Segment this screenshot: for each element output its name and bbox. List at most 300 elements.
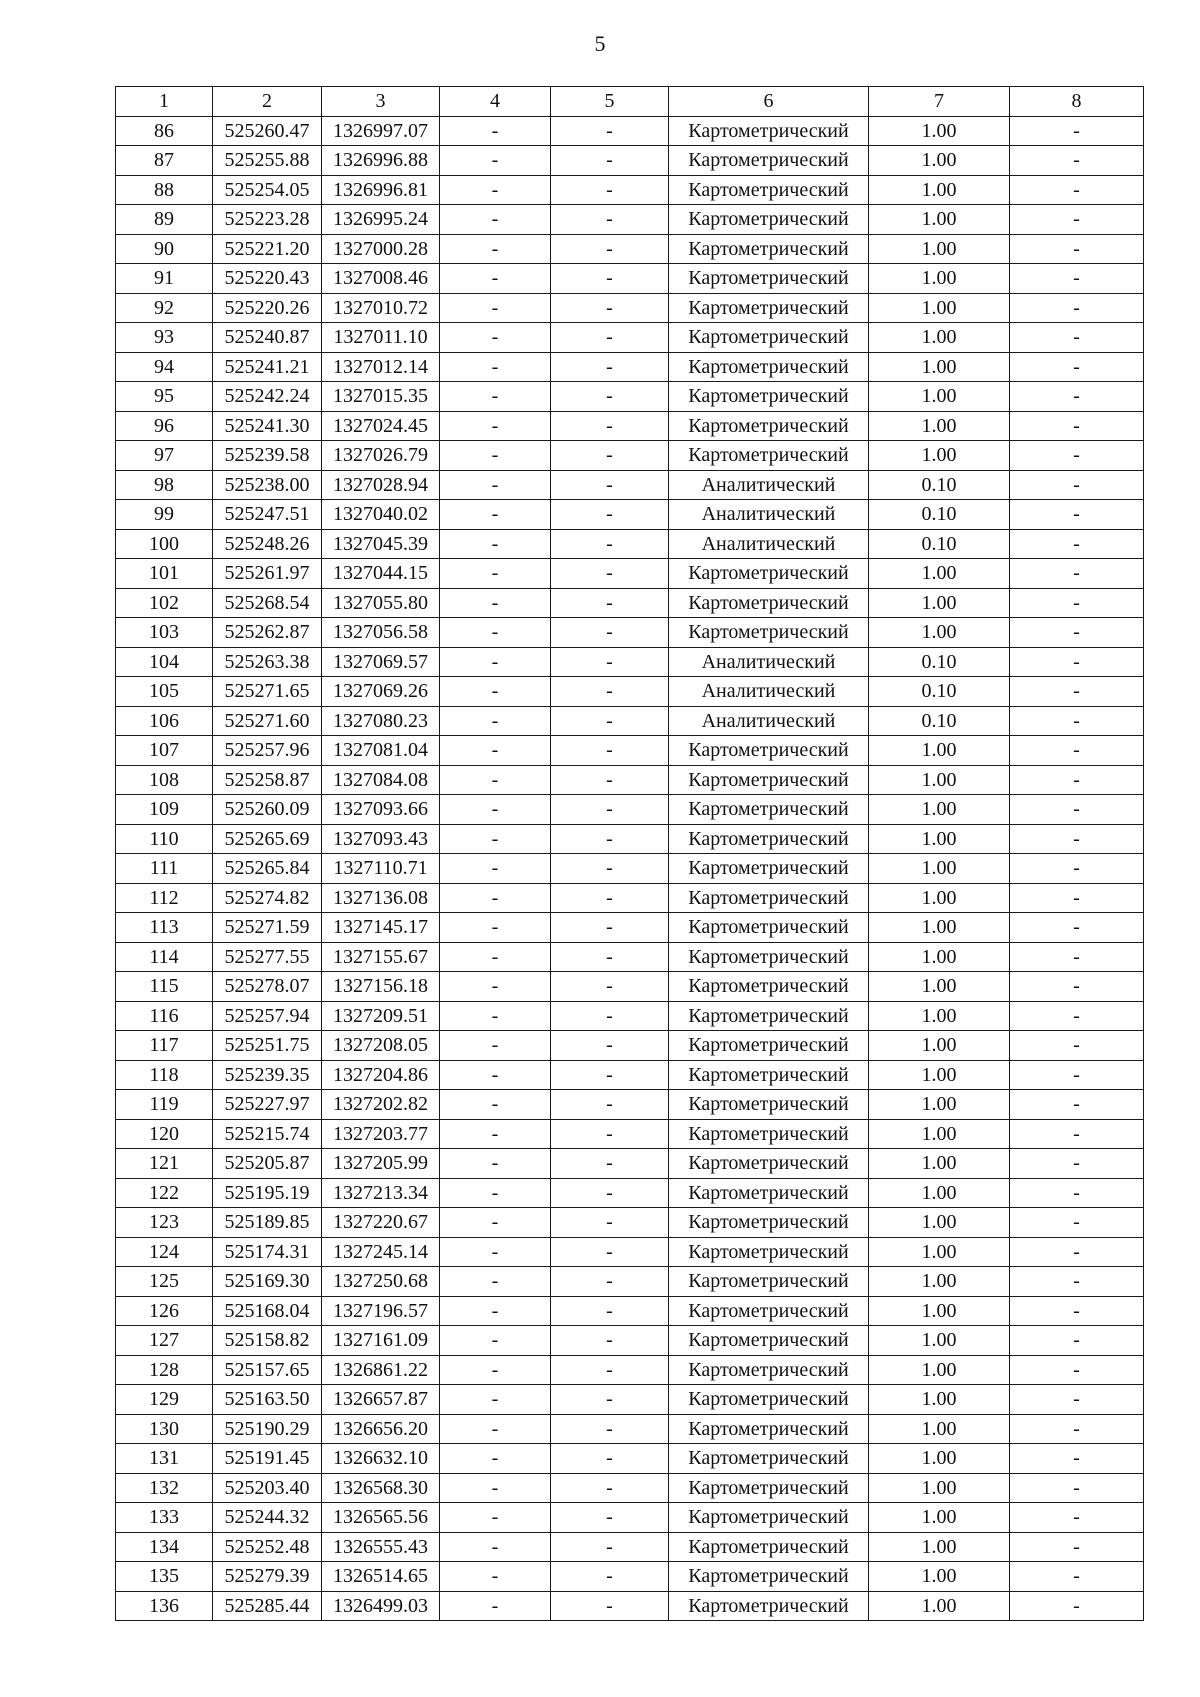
cell-y-coordinate: 1326995.24	[322, 205, 440, 235]
cell-accuracy: 1.00	[869, 1473, 1010, 1503]
cell-col-5: -	[551, 647, 669, 677]
cell-accuracy: 1.00	[869, 1326, 1010, 1356]
cell-method: Картометрический	[669, 1178, 869, 1208]
cell-accuracy: 1.00	[869, 1267, 1010, 1297]
cell-col-8: -	[1010, 765, 1144, 795]
cell-x-coordinate: 525220.43	[213, 264, 322, 294]
cell-accuracy: 1.00	[869, 411, 1010, 441]
cell-accuracy: 1.00	[869, 1149, 1010, 1179]
cell-col-4: -	[440, 1473, 551, 1503]
cell-y-coordinate: 1327093.66	[322, 795, 440, 825]
cell-method: Картометрический	[669, 1267, 869, 1297]
column-header-2: 2	[213, 87, 322, 117]
cell-accuracy: 1.00	[869, 854, 1010, 884]
table-row	[116, 1326, 1144, 1356]
cell-col-8: -	[1010, 1237, 1144, 1267]
cell-x-coordinate: 525262.87	[213, 618, 322, 648]
cell-accuracy: 1.00	[869, 972, 1010, 1002]
cell-method: Картометрический	[669, 1562, 869, 1592]
cell-col-5: -	[551, 1385, 669, 1415]
cell-col-4: -	[440, 736, 551, 766]
cell-method: Картометрический	[669, 618, 869, 648]
cell-x-coordinate: 525263.38	[213, 647, 322, 677]
cell-col-4: -	[440, 205, 551, 235]
cell-method: Картометрический	[669, 1473, 869, 1503]
cell-method: Картометрический	[669, 1001, 869, 1031]
cell-x-coordinate: 525260.47	[213, 116, 322, 146]
table-row	[116, 382, 1144, 412]
table-row	[116, 146, 1144, 176]
cell-col-4: -	[440, 1591, 551, 1621]
cell-col-5: -	[551, 824, 669, 854]
cell-accuracy: 1.00	[869, 913, 1010, 943]
cell-col-8: -	[1010, 205, 1144, 235]
cell-point-number: 105	[116, 677, 213, 707]
cell-col-5: -	[551, 411, 669, 441]
cell-accuracy: 0.10	[869, 706, 1010, 736]
cell-point-number: 86	[116, 116, 213, 146]
table-row	[116, 854, 1144, 884]
cell-point-number: 123	[116, 1208, 213, 1238]
cell-col-4: -	[440, 972, 551, 1002]
cell-col-4: -	[440, 1031, 551, 1061]
cell-accuracy: 1.00	[869, 293, 1010, 323]
cell-method: Картометрический	[669, 1591, 869, 1621]
cell-point-number: 100	[116, 529, 213, 559]
cell-col-5: -	[551, 765, 669, 795]
cell-point-number: 122	[116, 1178, 213, 1208]
cell-x-coordinate: 525260.09	[213, 795, 322, 825]
cell-col-8: -	[1010, 293, 1144, 323]
table-row	[116, 883, 1144, 913]
cell-accuracy: 1.00	[869, 441, 1010, 471]
cell-col-4: -	[440, 1355, 551, 1385]
cell-accuracy: 1.00	[869, 1385, 1010, 1415]
cell-point-number: 120	[116, 1119, 213, 1149]
cell-method: Картометрический	[669, 1060, 869, 1090]
cell-method: Картометрический	[669, 352, 869, 382]
table-row	[116, 1473, 1144, 1503]
cell-x-coordinate: 525158.82	[213, 1326, 322, 1356]
cell-col-5: -	[551, 854, 669, 884]
cell-col-5: -	[551, 234, 669, 264]
cell-y-coordinate: 1326996.81	[322, 175, 440, 205]
cell-method: Картометрический	[669, 1326, 869, 1356]
cell-col-8: -	[1010, 1503, 1144, 1533]
cell-accuracy: 1.00	[869, 618, 1010, 648]
cell-accuracy: 1.00	[869, 352, 1010, 382]
table-row	[116, 1532, 1144, 1562]
cell-x-coordinate: 525227.97	[213, 1090, 322, 1120]
cell-method: Аналитический	[669, 647, 869, 677]
cell-col-4: -	[440, 1267, 551, 1297]
cell-col-8: -	[1010, 883, 1144, 913]
table-row	[116, 1208, 1144, 1238]
cell-col-4: -	[440, 559, 551, 589]
cell-point-number: 132	[116, 1473, 213, 1503]
cell-col-8: -	[1010, 500, 1144, 530]
cell-point-number: 110	[116, 824, 213, 854]
cell-col-5: -	[551, 1473, 669, 1503]
table-row	[116, 234, 1144, 264]
cell-x-coordinate: 525168.04	[213, 1296, 322, 1326]
cell-y-coordinate: 1327010.72	[322, 293, 440, 323]
cell-col-5: -	[551, 913, 669, 943]
cell-y-coordinate: 1327069.26	[322, 677, 440, 707]
cell-col-4: -	[440, 1090, 551, 1120]
cell-col-8: -	[1010, 1119, 1144, 1149]
cell-method: Картометрический	[669, 1149, 869, 1179]
cell-point-number: 117	[116, 1031, 213, 1061]
cell-point-number: 118	[116, 1060, 213, 1090]
cell-col-4: -	[440, 293, 551, 323]
cell-y-coordinate: 1326997.07	[322, 116, 440, 146]
cell-method: Картометрический	[669, 942, 869, 972]
cell-accuracy: 1.00	[869, 1119, 1010, 1149]
cell-col-4: -	[440, 677, 551, 707]
cell-col-5: -	[551, 1591, 669, 1621]
cell-col-4: -	[440, 146, 551, 176]
cell-method: Картометрический	[669, 1355, 869, 1385]
cell-x-coordinate: 525205.87	[213, 1149, 322, 1179]
cell-x-coordinate: 525271.60	[213, 706, 322, 736]
table-row	[116, 470, 1144, 500]
cell-point-number: 136	[116, 1591, 213, 1621]
cell-y-coordinate: 1327026.79	[322, 441, 440, 471]
cell-col-4: -	[440, 1296, 551, 1326]
cell-col-8: -	[1010, 411, 1144, 441]
cell-method: Картометрический	[669, 1532, 869, 1562]
cell-col-4: -	[440, 1119, 551, 1149]
cell-accuracy: 1.00	[869, 883, 1010, 913]
cell-col-5: -	[551, 1326, 669, 1356]
column-header-7: 7	[869, 87, 1010, 117]
cell-point-number: 109	[116, 795, 213, 825]
table-row	[116, 1503, 1144, 1533]
cell-col-8: -	[1010, 795, 1144, 825]
cell-accuracy: 1.00	[869, 736, 1010, 766]
cell-y-coordinate: 1326656.20	[322, 1414, 440, 1444]
cell-col-8: -	[1010, 1591, 1144, 1621]
cell-point-number: 135	[116, 1562, 213, 1592]
cell-y-coordinate: 1327044.15	[322, 559, 440, 589]
table-row	[116, 205, 1144, 235]
cell-col-4: -	[440, 323, 551, 353]
cell-col-8: -	[1010, 854, 1144, 884]
cell-col-5: -	[551, 529, 669, 559]
cell-point-number: 95	[116, 382, 213, 412]
table-row	[116, 1591, 1144, 1621]
cell-col-5: -	[551, 736, 669, 766]
cell-col-8: -	[1010, 736, 1144, 766]
table-row	[116, 677, 1144, 707]
cell-point-number: 102	[116, 588, 213, 618]
table-row	[116, 175, 1144, 205]
cell-point-number: 104	[116, 647, 213, 677]
table-row	[116, 736, 1144, 766]
cell-y-coordinate: 1327008.46	[322, 264, 440, 294]
cell-col-5: -	[551, 1149, 669, 1179]
table-row	[116, 942, 1144, 972]
table-row	[116, 441, 1144, 471]
cell-col-5: -	[551, 588, 669, 618]
cell-col-4: -	[440, 942, 551, 972]
table-row	[116, 323, 1144, 353]
cell-point-number: 91	[116, 264, 213, 294]
cell-col-4: -	[440, 647, 551, 677]
cell-method: Картометрический	[669, 175, 869, 205]
cell-y-coordinate: 1327209.51	[322, 1001, 440, 1031]
cell-accuracy: 1.00	[869, 1296, 1010, 1326]
cell-col-8: -	[1010, 677, 1144, 707]
cell-x-coordinate: 525244.32	[213, 1503, 322, 1533]
cell-point-number: 96	[116, 411, 213, 441]
cell-col-4: -	[440, 441, 551, 471]
cell-col-4: -	[440, 470, 551, 500]
cell-method: Картометрический	[669, 1119, 869, 1149]
cell-col-8: -	[1010, 1473, 1144, 1503]
cell-point-number: 92	[116, 293, 213, 323]
cell-y-coordinate: 1327204.86	[322, 1060, 440, 1090]
cell-col-8: -	[1010, 942, 1144, 972]
table-row	[116, 647, 1144, 677]
cell-point-number: 124	[116, 1237, 213, 1267]
table-row	[116, 1562, 1144, 1592]
cell-x-coordinate: 525285.44	[213, 1591, 322, 1621]
cell-col-8: -	[1010, 175, 1144, 205]
cell-col-5: -	[551, 1178, 669, 1208]
cell-col-4: -	[440, 234, 551, 264]
cell-col-4: -	[440, 765, 551, 795]
cell-y-coordinate: 1326499.03	[322, 1591, 440, 1621]
cell-x-coordinate: 525190.29	[213, 1414, 322, 1444]
cell-col-8: -	[1010, 972, 1144, 1002]
cell-col-5: -	[551, 677, 669, 707]
cell-y-coordinate: 1327056.58	[322, 618, 440, 648]
cell-accuracy: 0.10	[869, 500, 1010, 530]
cell-accuracy: 1.00	[869, 264, 1010, 294]
cell-col-4: -	[440, 175, 551, 205]
cell-col-4: -	[440, 411, 551, 441]
cell-y-coordinate: 1327205.99	[322, 1149, 440, 1179]
table-row	[116, 795, 1144, 825]
column-header-3: 3	[322, 87, 440, 117]
cell-accuracy: 0.10	[869, 647, 1010, 677]
cell-col-5: -	[551, 1237, 669, 1267]
cell-col-8: -	[1010, 588, 1144, 618]
cell-col-8: -	[1010, 618, 1144, 648]
column-header-1: 1	[116, 87, 213, 117]
cell-y-coordinate: 1327208.05	[322, 1031, 440, 1061]
cell-method: Картометрический	[669, 441, 869, 471]
cell-accuracy: 1.00	[869, 1532, 1010, 1562]
cell-point-number: 88	[116, 175, 213, 205]
cell-point-number: 127	[116, 1326, 213, 1356]
cell-y-coordinate: 1327250.68	[322, 1267, 440, 1297]
cell-accuracy: 1.00	[869, 116, 1010, 146]
cell-accuracy: 1.00	[869, 1001, 1010, 1031]
table-row	[116, 352, 1144, 382]
cell-y-coordinate: 1327220.67	[322, 1208, 440, 1238]
cell-x-coordinate: 525265.84	[213, 854, 322, 884]
cell-col-8: -	[1010, 559, 1144, 589]
cell-col-5: -	[551, 205, 669, 235]
cell-y-coordinate: 1327155.67	[322, 942, 440, 972]
cell-y-coordinate: 1327012.14	[322, 352, 440, 382]
cell-col-5: -	[551, 1208, 669, 1238]
cell-accuracy: 1.00	[869, 1208, 1010, 1238]
cell-accuracy: 1.00	[869, 795, 1010, 825]
cell-col-4: -	[440, 1237, 551, 1267]
cell-x-coordinate: 525189.85	[213, 1208, 322, 1238]
cell-col-8: -	[1010, 323, 1144, 353]
cell-y-coordinate: 1327000.28	[322, 234, 440, 264]
cell-col-4: -	[440, 1001, 551, 1031]
cell-y-coordinate: 1327028.94	[322, 470, 440, 500]
cell-method: Аналитический	[669, 706, 869, 736]
cell-col-5: -	[551, 382, 669, 412]
cell-accuracy: 1.00	[869, 765, 1010, 795]
cell-col-8: -	[1010, 1326, 1144, 1356]
cell-col-5: -	[551, 116, 669, 146]
cell-y-coordinate: 1327093.43	[322, 824, 440, 854]
cell-col-4: -	[440, 854, 551, 884]
cell-point-number: 115	[116, 972, 213, 1002]
cell-point-number: 101	[116, 559, 213, 589]
cell-col-8: -	[1010, 706, 1144, 736]
cell-y-coordinate: 1327080.23	[322, 706, 440, 736]
cell-method: Картометрический	[669, 205, 869, 235]
cell-point-number: 129	[116, 1385, 213, 1415]
cell-accuracy: 1.00	[869, 175, 1010, 205]
cell-col-8: -	[1010, 234, 1144, 264]
cell-method: Картометрический	[669, 1237, 869, 1267]
cell-method: Картометрический	[669, 1414, 869, 1444]
cell-x-coordinate: 525252.48	[213, 1532, 322, 1562]
cell-col-4: -	[440, 1208, 551, 1238]
cell-accuracy: 1.00	[869, 1591, 1010, 1621]
cell-col-5: -	[551, 470, 669, 500]
cell-col-4: -	[440, 1326, 551, 1356]
cell-point-number: 111	[116, 854, 213, 884]
cell-col-5: -	[551, 883, 669, 913]
cell-x-coordinate: 525254.05	[213, 175, 322, 205]
cell-x-coordinate: 525240.87	[213, 323, 322, 353]
cell-col-8: -	[1010, 1355, 1144, 1385]
cell-col-8: -	[1010, 1178, 1144, 1208]
cell-method: Картометрический	[669, 1090, 869, 1120]
table-row	[116, 1001, 1144, 1031]
cell-x-coordinate: 525203.40	[213, 1473, 322, 1503]
cell-x-coordinate: 525238.00	[213, 470, 322, 500]
cell-x-coordinate: 525239.58	[213, 441, 322, 471]
cell-point-number: 98	[116, 470, 213, 500]
cell-col-8: -	[1010, 1149, 1144, 1179]
cell-method: Картометрический	[669, 1208, 869, 1238]
table-row	[116, 1060, 1144, 1090]
cell-col-8: -	[1010, 1208, 1144, 1238]
cell-col-8: -	[1010, 913, 1144, 943]
table-row	[116, 824, 1144, 854]
cell-method: Аналитический	[669, 500, 869, 530]
cell-accuracy: 0.10	[869, 529, 1010, 559]
cell-x-coordinate: 525220.26	[213, 293, 322, 323]
cell-y-coordinate: 1327110.71	[322, 854, 440, 884]
cell-col-8: -	[1010, 647, 1144, 677]
cell-col-4: -	[440, 352, 551, 382]
cell-col-5: -	[551, 323, 669, 353]
cell-accuracy: 1.00	[869, 1562, 1010, 1592]
cell-y-coordinate: 1326565.56	[322, 1503, 440, 1533]
cell-col-4: -	[440, 529, 551, 559]
cell-y-coordinate: 1326568.30	[322, 1473, 440, 1503]
cell-accuracy: 1.00	[869, 382, 1010, 412]
table-row	[116, 972, 1144, 1002]
cell-col-4: -	[440, 1562, 551, 1592]
cell-method: Картометрический	[669, 234, 869, 264]
cell-accuracy: 1.00	[869, 1060, 1010, 1090]
cell-point-number: 90	[116, 234, 213, 264]
cell-method: Картометрический	[669, 1503, 869, 1533]
cell-point-number: 97	[116, 441, 213, 471]
cell-method: Аналитический	[669, 470, 869, 500]
cell-method: Аналитический	[669, 677, 869, 707]
cell-y-coordinate: 1327136.08	[322, 883, 440, 913]
cell-col-8: -	[1010, 1562, 1144, 1592]
cell-col-4: -	[440, 913, 551, 943]
cell-accuracy: 1.00	[869, 559, 1010, 589]
cell-y-coordinate: 1326632.10	[322, 1444, 440, 1474]
cell-col-5: -	[551, 1532, 669, 1562]
cell-method: Картометрический	[669, 1031, 869, 1061]
cell-col-8: -	[1010, 1414, 1144, 1444]
cell-point-number: 133	[116, 1503, 213, 1533]
cell-y-coordinate: 1327045.39	[322, 529, 440, 559]
cell-y-coordinate: 1327015.35	[322, 382, 440, 412]
table-row	[116, 1296, 1144, 1326]
cell-col-4: -	[440, 1149, 551, 1179]
cell-x-coordinate: 525221.20	[213, 234, 322, 264]
cell-method: Картометрический	[669, 765, 869, 795]
cell-x-coordinate: 525247.51	[213, 500, 322, 530]
cell-x-coordinate: 525279.39	[213, 1562, 322, 1592]
cell-point-number: 112	[116, 883, 213, 913]
cell-col-5: -	[551, 559, 669, 589]
cell-x-coordinate: 525261.97	[213, 559, 322, 589]
cell-col-8: -	[1010, 1267, 1144, 1297]
cell-col-8: -	[1010, 529, 1144, 559]
table-row	[116, 706, 1144, 736]
table-row	[116, 1444, 1144, 1474]
table-body	[116, 116, 1144, 1621]
cell-col-5: -	[551, 1001, 669, 1031]
table-row	[116, 529, 1144, 559]
cell-y-coordinate: 1326657.87	[322, 1385, 440, 1415]
cell-method: Картометрический	[669, 293, 869, 323]
cell-col-8: -	[1010, 470, 1144, 500]
cell-col-5: -	[551, 706, 669, 736]
column-header-5: 5	[551, 87, 669, 117]
cell-col-4: -	[440, 706, 551, 736]
cell-col-5: -	[551, 1562, 669, 1592]
cell-col-5: -	[551, 1267, 669, 1297]
cell-x-coordinate: 525174.31	[213, 1237, 322, 1267]
cell-accuracy: 1.00	[869, 146, 1010, 176]
table-row	[116, 1149, 1144, 1179]
cell-method: Картометрический	[669, 411, 869, 441]
cell-x-coordinate: 525195.19	[213, 1178, 322, 1208]
cell-accuracy: 1.00	[869, 1090, 1010, 1120]
